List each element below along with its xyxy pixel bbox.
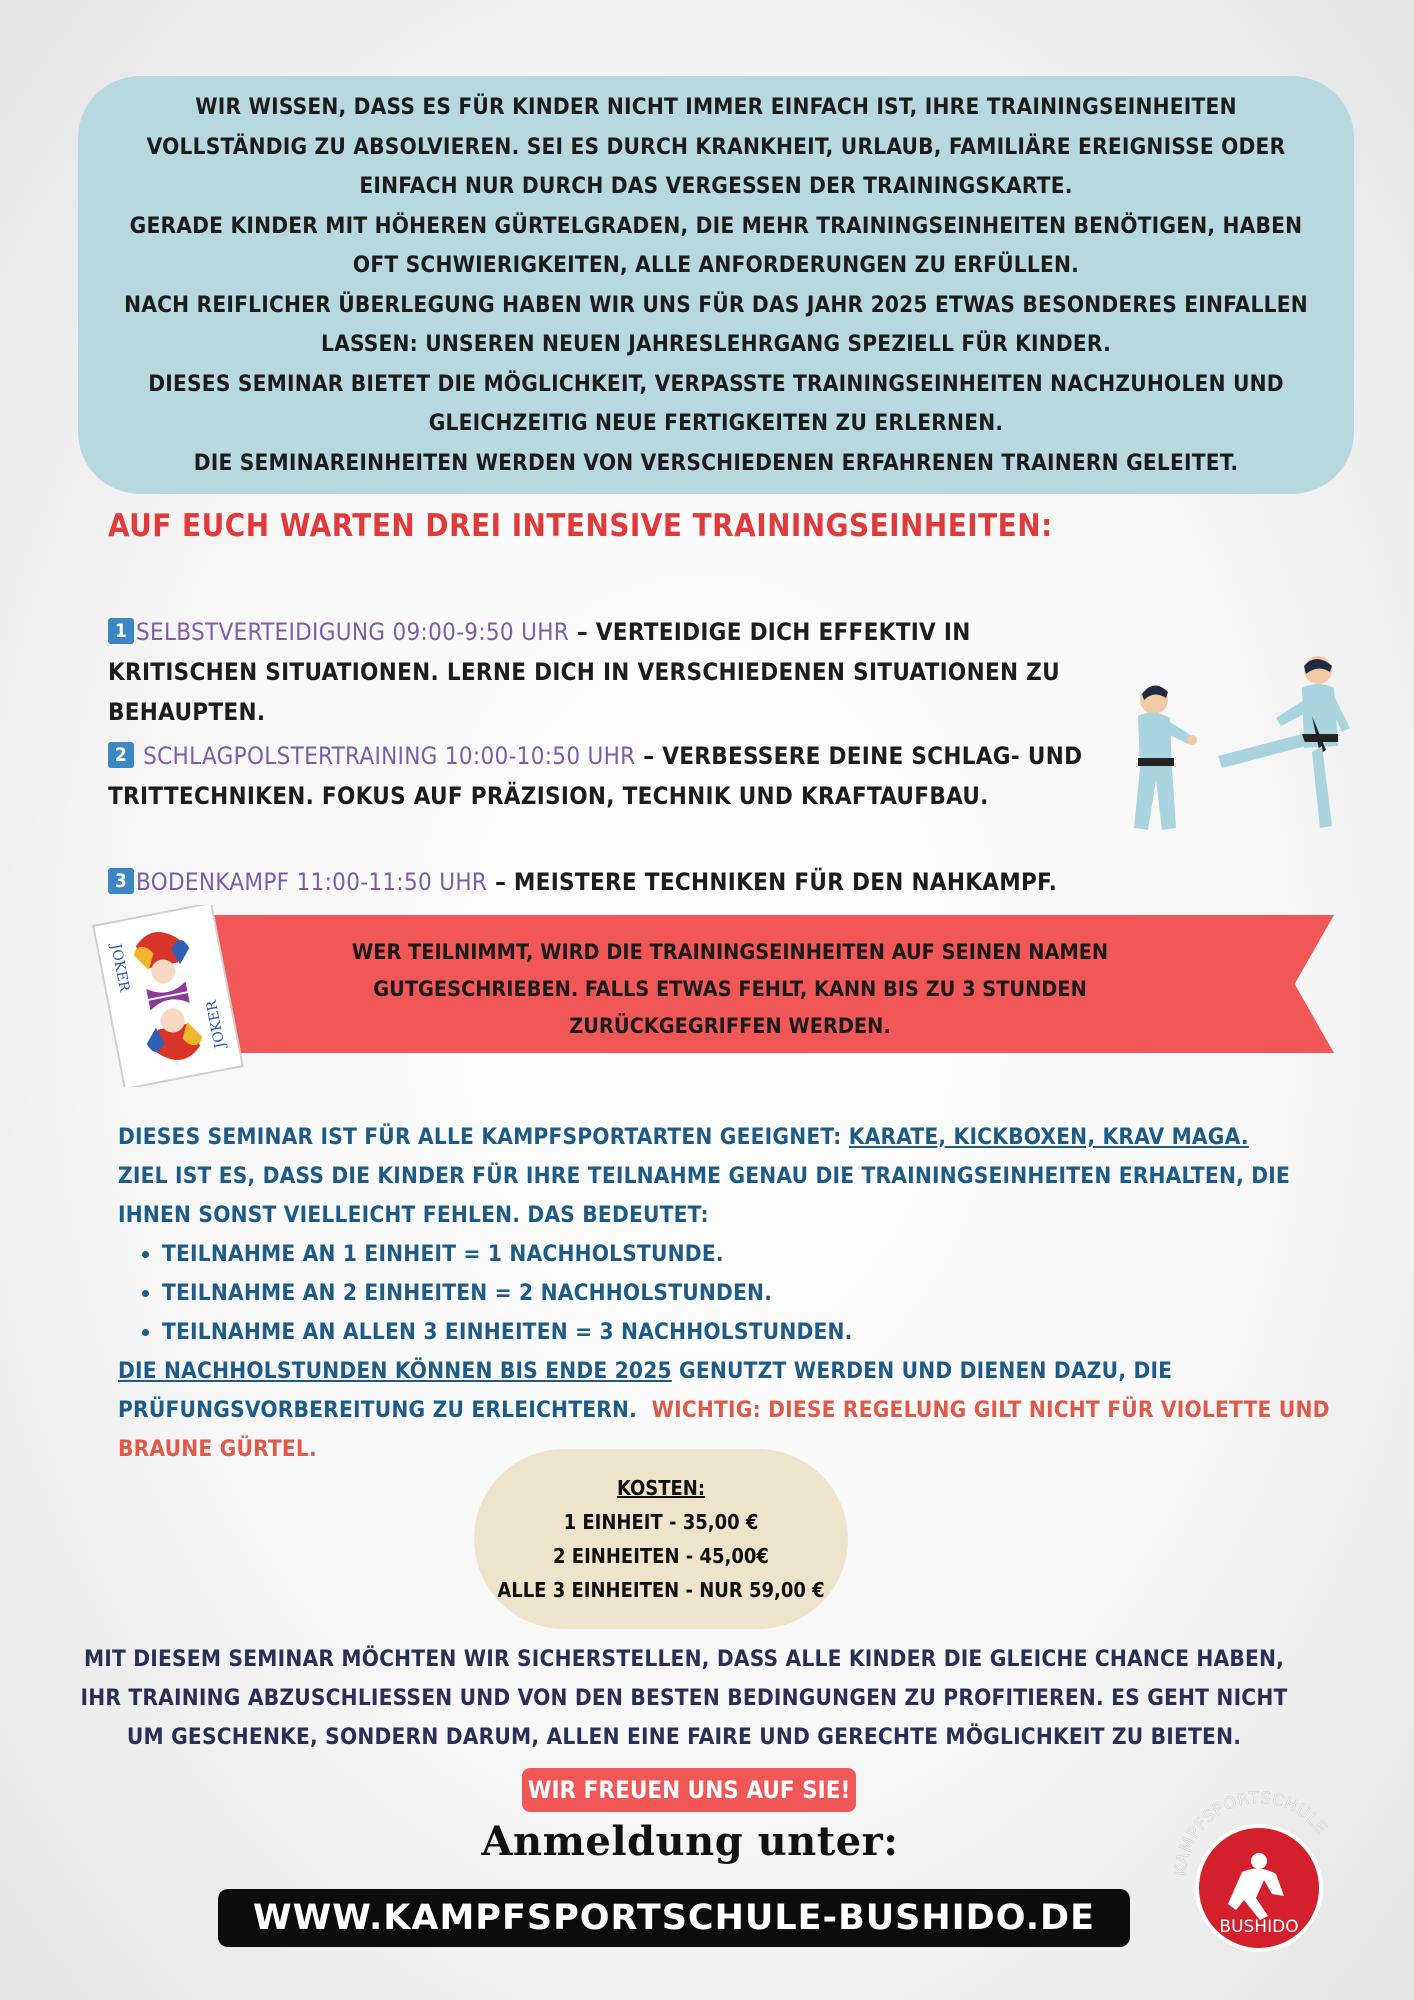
karate-fighters-illustration <box>1126 656 1366 856</box>
unit-title: BODENKAMPF 11:00-11:50 UHR <box>136 868 488 896</box>
martial-arts-list: KARATE, KICKBOXEN, KRAV MAGA. <box>848 1124 1249 1150</box>
joker-label: JOKER <box>107 942 133 994</box>
info-styles-line <box>118 1118 1358 1157</box>
cost-line: 2 EINHEITEN - 45,00€ <box>553 1544 769 1568</box>
bonus-hours-list <box>118 1235 1358 1352</box>
seminar-info <box>118 1118 1358 1469</box>
number-3-icon: 3 <box>108 868 134 894</box>
warning-text: WICHTIG: DIESE REGELUNG GILT NICHT FÜR VIOLETTE UND BRAUNE GÜRTEL. <box>118 1397 1330 1462</box>
closing-paragraph: MIT DIESEM SEMINAR MÖCHTEN WIR SICHERSTELLEN, DASS ALLE KINDER DIE GLEICHE CHANCE HABEN, IHR TRAINING ABZUSCHLIESSEN UND VON DEN BESTEN BEDINGUNGEN ZU PROFITIEREN. ES GEHT NICHT UM GESCHENKE, SONDERN DARUM, ALLEN EINE FAIRE UND GERECHTE MÖGLICHKEIT ZU BIETEN. <box>80 1646 1288 1750</box>
unit-text: – VERBESSERE DEINE SCHLAG- UND TRITTECHNIKEN. FOKUS AUF PRÄZISION, TECHNIK UND KRAFTAUFBAU. <box>108 742 1083 810</box>
cost-line: ALLE 3 EINHEITEN - NUR 59,00 € <box>497 1578 825 1602</box>
closing-text <box>70 1640 1298 1757</box>
joker-label: JOKER <box>203 998 229 1050</box>
list-item: • TEILNAHME AN 2 EINHEITEN = 2 NACHHOLSTUNDEN. <box>162 1274 1358 1313</box>
joker-card-icon <box>88 905 248 1087</box>
register-label: Anmeldung unter: <box>481 1818 899 1865</box>
number-1-icon: 1 <box>108 618 134 644</box>
unit-item-3 <box>108 862 1118 902</box>
intro-paragraph: WIR WISSEN, DASS ES FÜR KINDER NICHT IMMER EINFACH IST, IHRE TRAININGSEINHEITEN VOLLSTÄNDIG ZU ABSOLVIEREN. SEI ES DURCH KRANKHEIT, URLAUB, FAMILIÄRE EREIGNISSE ODER EINFACH NUR DURCH DAS VERGESSEN DER TRAININGSKARTE. <box>146 94 1286 199</box>
unit-item-1 <box>108 612 1118 732</box>
intro-paragraph: DIESES SEMINAR BIETET DIE MÖGLICHKEIT, VERPASSTE TRAININGSEINHEITEN NACHZUHOLEN UND GLEICHZEITIG NEUE FERTIGKEITEN ZU ERLERNEN. <box>148 370 1284 436</box>
info-intro-text: DIESES SEMINAR IST FÜR ALLE KAMPFSPORTARTEN GEEIGNET: <box>118 1124 849 1150</box>
costs-heading: KOSTEN: <box>616 1476 706 1500</box>
unit-title: SELBSTVERTEIDIGUNG 09:00-9:50 UHR <box>136 618 570 646</box>
unit-title: SCHLAGPOLSTERTRAINING 10:00-10:50 UHR <box>136 742 636 770</box>
intro-paragraph: GERADE KINDER MIT HÖHEREN GÜRTELGRADEN, DIE MEHR TRAININGSEINHEITEN BENÖTIGEN, HABEN OFT SCHWIERIGKEITEN, ALLE ANFORDERUNGEN ZU ERFÜLLEN. <box>129 212 1303 278</box>
number-2-icon: 2 <box>108 742 134 768</box>
validity-text: DIE NACHHOLSTUNDEN KÖNNEN BIS ENDE 2025 <box>118 1358 672 1384</box>
validity-rest-text: GENUTZT WERDEN UND DIENEN DAZU, DIE PRÜFUNGSVORBEREITUNG ZU ERLEICHTERN. <box>118 1358 1173 1423</box>
units-heading: AUF EUCH WARTEN DREI INTENSIVE TRAININGSEINHEITEN: <box>108 508 1053 544</box>
unit-text: – VERTEIDIGE DICH EFFEKTIV IN KRITISCHEN SITUATIONEN. LERNE DICH IN VERSCHIEDENEN SITUATIONEN ZU BEHAUPTEN. <box>108 618 1060 726</box>
intro-paragraph: DIE SEMINAREINHEITEN WERDEN VON VERSCHIEDENEN ERFAHRENEN TRAINERN GELEITET. <box>193 449 1239 476</box>
logo-name: Bushido <box>1219 1917 1299 1937</box>
cost-line: 1 EINHEIT - 35,00 € <box>563 1510 759 1534</box>
bushido-logo-icon <box>1164 1776 1354 1966</box>
logo-arc-text: KAMPFSPORTSCHULE <box>1170 1787 1332 1877</box>
unit-item-2 <box>108 736 1118 816</box>
list-item: • TEILNAHME AN ALLEN 3 EINHEITEN = 3 NACHHOLSTUNDEN. <box>162 1313 1358 1352</box>
list-item: • TEILNAHME AN 1 EINHEIT = 1 NACHHOLSTUNDE. <box>162 1235 1358 1274</box>
website-url-link[interactable]: WWW.KAMPFSPORTSCHULE-BUSHIDO.DE <box>218 1889 1130 1947</box>
unit-text: – MEISTERE TECHNIKEN FÜR DEN NAHKAMPF. <box>487 868 1058 896</box>
cta-badge: WIR FREUEN UNS AUF SIE! <box>522 1768 856 1812</box>
info-goal-text: ZIEL IST ES, DASS DIE KINDER FÜR IHRE TEILNAHME GENAU DIE TRAININGSEINHEITEN ERHALTEN, DIE IHNEN SONST VIELLEICHT FEHLEN. DAS BEDEUTET: <box>118 1163 1290 1228</box>
intro-paragraph: NACH REIFLICHER ÜBERLEGUNG HABEN WIR UNS FÜR DAS JAHR 2025 ETWAS BESONDERES EINFALLEN LASSEN: UNSEREN NEUEN JAHRESLEHRGANG SPEZIELL FÜR KINDER. <box>124 291 1308 357</box>
costs-box <box>474 1449 848 1629</box>
intro-box <box>78 76 1354 494</box>
banner-text: WER TEILNIMMT, WIRD DIE TRAININGSEINHEITEN AUF SEINEN NAMEN GUTGESCHRIEBEN. FALLS ETWAS FEHLT, KANN BIS ZU 3 STUNDEN ZURÜCKGEGRIFFEN WERDEN. <box>351 940 1109 1039</box>
